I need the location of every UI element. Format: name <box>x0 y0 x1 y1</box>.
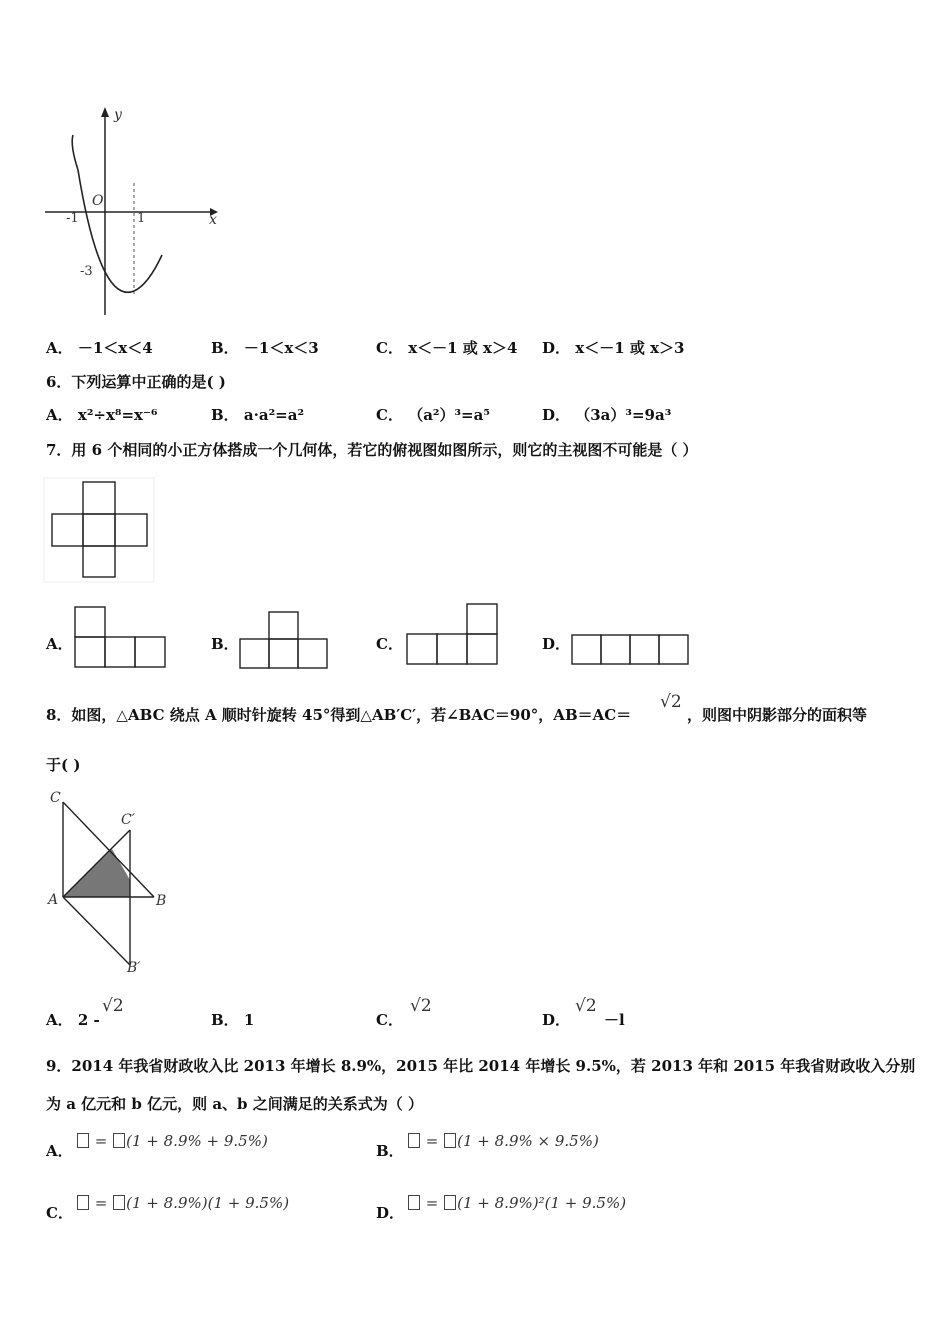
q9-option-b-formula: = (1 + 8.9% × 9.5%) <box>407 1132 599 1150</box>
q5-option-d: D． x＜－1 或 x＞3 <box>542 339 685 357</box>
q5-option-b: B． －1＜x＜3 <box>211 339 319 357</box>
q7-option-c-figure <box>405 602 499 666</box>
q6-option-c: C． （a²）³=a⁵ <box>376 406 490 424</box>
q9-option-a-formula: = (1 + 8.9% + 9.5%) <box>76 1132 268 1150</box>
q9-stem-line2: 为 a 亿元和 b 亿元，则 a、b 之间满足的关系式为（ ） <box>46 1095 423 1113</box>
q6-stem: 6．下列运算中正确的是( ) <box>46 373 226 391</box>
q8-label-c-prime: C′ <box>121 812 135 828</box>
q7-option-d-figure <box>571 634 691 666</box>
q6-option-b: B． a·a²=a² <box>211 406 305 424</box>
q5-option-c: C． x＜－1 或 x＞4 <box>376 339 518 357</box>
q8-stem-line2: 于( ) <box>46 756 81 774</box>
q8-option-a-root: √2 <box>102 996 124 1016</box>
q9-option-d-formula: = (1 + 8.9%)²(1 + 9.5%) <box>407 1194 626 1212</box>
graph-x-label: x <box>209 212 217 228</box>
q9-option-a-letter: A． <box>46 1142 73 1160</box>
graph-tick-1: 1 <box>137 211 146 226</box>
q8-stem-line1-b: ，则图中阴影部分的面积等 <box>687 706 868 724</box>
parabola-curve-right <box>72 135 78 170</box>
q7-stem: 7．用 6 个相同的小正方体搭成一个几何体，若它的俯视图如图所示，则它的主视图不可能是（ ） <box>46 441 698 459</box>
q8-label-b: B <box>156 893 167 909</box>
q8-option-b: B． 1 <box>211 1011 255 1029</box>
q7-option-a-figure <box>74 606 166 668</box>
y-axis-arrow <box>101 107 109 117</box>
q8-label-a: A <box>48 892 59 908</box>
q7-option-a-label: A． <box>46 635 73 653</box>
graph-y-label: y <box>114 107 122 123</box>
q8-label-b-prime: B′ <box>127 960 141 976</box>
q8-option-a: A． 2 - <box>46 1011 100 1029</box>
graph-tick-neg3: -3 <box>80 264 93 279</box>
q8-stem-line1-a: 8．如图，△ABC 绕点 A 顺时针旋转 45°得到△AB′C′，若∠BAC＝90°，AB＝AC＝ <box>46 706 632 724</box>
q5-option-a: A． －1＜x＜4 <box>46 339 153 357</box>
q7-option-b-figure <box>239 611 331 669</box>
q7-top-view <box>44 478 156 584</box>
q7-option-c-label: C． <box>376 635 403 653</box>
q8-label-c: C <box>50 790 61 806</box>
q7-option-b-label: B． <box>211 635 239 653</box>
q8-option-c-root: √2 <box>410 996 432 1016</box>
q6-option-a: A． x²÷x⁸=x⁻⁶ <box>46 406 158 424</box>
q9-option-d-letter: D． <box>376 1204 405 1222</box>
q9-option-c-formula: = (1 + 8.9%)(1 + 9.5%) <box>76 1194 289 1212</box>
q8-triangle-figure <box>44 788 174 978</box>
q8-option-d-post: －l <box>604 1011 625 1029</box>
q8-option-d-root: √2 <box>575 996 597 1016</box>
q8-stem-sqrt2: √2 <box>660 692 682 712</box>
q9-stem-line1: 9．2014 年我省财政收入比 2013 年增长 8.9%，2015 年比 2014 年增长 9.5%，若 2013 年和 2015 年我省财政收入分别 <box>46 1057 916 1075</box>
q9-option-c-letter: C． <box>46 1204 73 1222</box>
graph-tick-neg1: -1 <box>66 211 79 226</box>
q8-option-d: D． <box>542 1011 571 1029</box>
q6-option-d: D． （3a）³=9a³ <box>542 406 672 424</box>
q7-option-d-label: D． <box>542 635 571 653</box>
q9-option-b-letter: B． <box>376 1142 404 1160</box>
graph-origin-label: O <box>92 193 104 209</box>
q8-option-c: C． <box>376 1011 403 1029</box>
shaded-region <box>63 849 130 897</box>
